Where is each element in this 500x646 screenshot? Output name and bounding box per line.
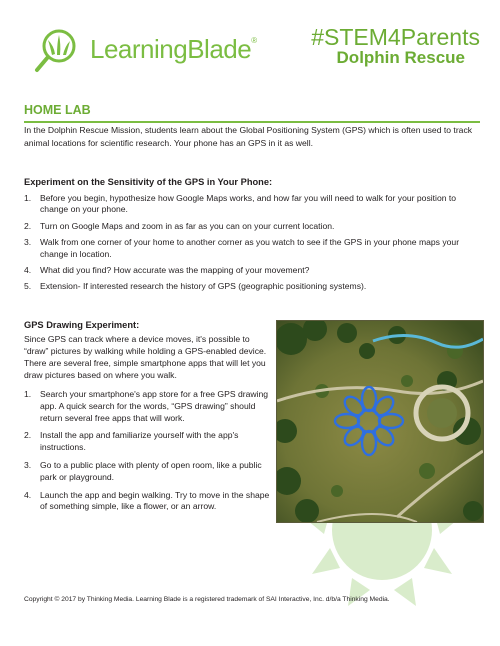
experiment-heading: Experiment on the Sensitivity of the GPS in Your Phone: — [24, 177, 273, 187]
list-item: 2. Turn on Google Maps and zoom in as far as you can on your current location. — [24, 220, 335, 231]
logo-wordmark: LearningBlade® — [90, 34, 257, 64]
list-item: 1. Search your smartphone's app store for a free GPS drawing app. A quick search for the words, “GPS drawing” should return several free apps that will work. — [24, 389, 269, 423]
gps-drawing-map-image — [276, 320, 484, 523]
list-item: 2. Install the app and familiarize yourself with the app's instructions. — [24, 430, 239, 453]
hashtag-title: #STEM4Parents — [311, 24, 480, 50]
mission-subtitle: Dolphin Rescue — [336, 48, 465, 67]
list-item: 3. Go to a public place with plenty of open room, like a public park or playground. — [24, 459, 262, 482]
intro-paragraph: In the Dolphin Rescue Mission, students learn about the Global Positioning System (GPS) which is often used to track animal locations for scientific research. Your phone has an GPS in it as well. — [24, 125, 473, 148]
section-title: HOME LAB — [24, 103, 91, 117]
experiment-steps — [24, 193, 479, 298]
copyright-footer: Copyright © 2017 by Thinking Media. Learning Blade is a registered trademark of SAI Interactive, Inc. d/b/a Thinking Media. — [24, 596, 390, 603]
list-item: 1. Before you begin, hypothesize how Google Maps works, and how far you will need to walk for your position to change on your phone. — [24, 193, 457, 215]
list-item: 3. Walk from one corner of your home to another corner as you watch to see if the GPS in your phone maps your change in location. — [24, 237, 460, 259]
list-item: 5. Extension- If interested research the history of GPS (geographic positioning systems). — [24, 281, 367, 292]
section-divider — [24, 121, 480, 123]
drawing-experiment-heading: GPS Drawing Experiment: — [24, 320, 140, 330]
list-item: 4. What did you find? How accurate was the mapping of your movement? — [24, 265, 310, 276]
drawing-intro-paragraph: Since GPS can track where a device moves, it's possible to “draw” pictures by walking while holding a GPS-enabled device. There are several free, simple smartphone apps that will let you draw pictures based on where you walk. — [24, 334, 267, 380]
drawing-steps — [24, 389, 272, 519]
list-item: 4. Launch the app and begin walking. Try to move in the shape of something simple, like a flower, or an arrow. — [24, 489, 270, 512]
